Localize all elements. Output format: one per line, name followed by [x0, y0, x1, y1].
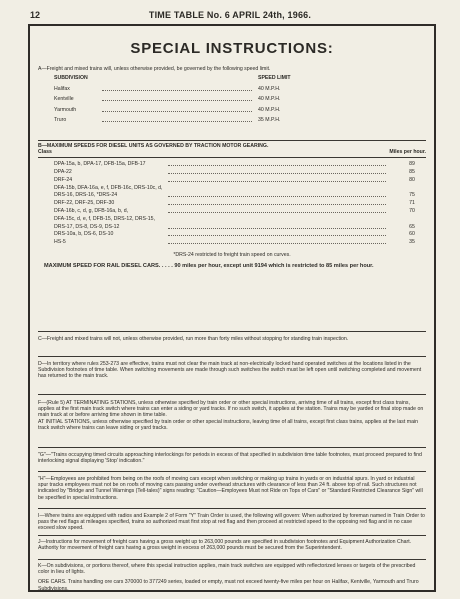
ore-cars-text: ORE CARS. Trains handling ore cars 370000 to 377249 series, loaded or empty, must not exceed twenty-five miles per hour on Halifax, Kentville, Yarmouth and Truro Subdivisions. — [38, 579, 419, 592]
mph-col-header: Miles per hour. — [389, 149, 426, 156]
unit-class: DRS-17, DS-8, DS-9, DS-12 — [54, 223, 120, 230]
divider — [38, 331, 426, 332]
section-d — [38, 361, 426, 380]
leader-dots — [168, 196, 386, 197]
speed-limit-value: 40 M.P.H. — [258, 106, 281, 113]
divider — [38, 394, 426, 395]
gearing-row — [38, 239, 426, 247]
leader-dots — [168, 173, 386, 174]
section-i-text: I—Where trains are equipped with radios and Example 2 of Form "Y" Train Order is used, the following will govern: When authorized by foreman named in Train Order to pass the red flags at mileages specified, trains so authorized must first stop at red flag and then proceed at restricted speed to the opposing red flag and in no case exceed slow speed. — [38, 513, 425, 532]
leader-dots — [168, 204, 386, 205]
section-h-text: "H"—Employees are prohibited from being on the roofs of moving cars except when switching or making up trains in yards or on industrial spurs. In yard or industrial spur tracks employees must not be on roofs of moving cars passing under overhead structures with clearance of less than 24 ft. above top of rail. Such structures not indicated by "Bridge and Tunnel Warnings (Tell-tales)" signs reading: "Caution—Employees Must not Ride on Tops of Cars" or "Standard Restricted Clearance Sign" will be specified in special instructions. — [38, 476, 423, 501]
leader-dots — [168, 212, 386, 213]
subdivision-name: Truro — [54, 117, 67, 124]
drs-24-footnote: *DRS-24 restricted to freight train speed on curves. — [173, 251, 291, 258]
section-k-text: K—On subdivisions, or portions thereof, where this special instruction applies, main track switches are equipped with reflectorized lenses or targets of the prescribed color in lieu of lights. — [38, 563, 416, 576]
section-a — [38, 66, 426, 125]
unit-class: DRS-16, DRS-16, *DRS-24 — [54, 192, 118, 199]
section-h — [38, 476, 426, 501]
unit-class: DRF-24 — [54, 176, 73, 183]
section-i — [38, 513, 426, 532]
gearing-row — [38, 192, 426, 200]
max-speed: 35 — [409, 239, 415, 246]
speed-limit-value: 40 M.P.H. — [258, 96, 281, 103]
section-f-terminating-text: F—(Rule 5) AT TERMINATING STATIONS, unless otherwise specified by train order or other special instructions, arriving time of all trains, except first class trains, applies at the first main track switch where trains can enter a siding or yard tracks. If no such switch, it applies at the station. Trains may be yarded or final stop made on main track at or before arriving time shown in time table. — [38, 400, 424, 419]
subdivision-col-header: SUBDIVISION — [54, 75, 88, 82]
leader-dots — [168, 235, 386, 236]
unit-class: DPA-15a, b, DPA-17, DFB-15a, DFB-17 — [54, 161, 146, 168]
section-j-text: J—Instructions for movement of freight cars having a gross weight up to 263,000 pounds are specified in subdivision footnotes and Equipment Authorization Chart. Authority for movement of freight cars having a gross weight in excess of 263,000 pounds must be secured from the Superintendent. — [38, 539, 412, 552]
max-speed: 60 — [409, 231, 415, 238]
divider — [38, 535, 426, 536]
gearing-row — [38, 161, 426, 169]
max-speed: 85 — [409, 169, 415, 175]
gearing-row — [38, 177, 426, 185]
max-speed: 70 — [409, 207, 415, 214]
section-j — [38, 539, 426, 551]
section-g — [38, 452, 426, 464]
speed-row — [38, 117, 426, 125]
unit-class: DRS-10a, b, DS-6, DS-10 — [54, 231, 114, 238]
max-speed: 75 — [409, 192, 415, 199]
max-speed: 89 — [409, 161, 415, 168]
leader-dots — [168, 243, 386, 244]
section-a-intro: A—Freight and mixed trains will, unless otherwise provided, be governed by the following speed limit. — [38, 66, 271, 72]
max-speed: 65 — [409, 223, 415, 230]
gearing-row — [38, 231, 426, 239]
gearing-row — [38, 169, 426, 177]
gearing-row — [38, 208, 426, 216]
unit-class: DPA-22 — [54, 169, 72, 175]
max-speed: 71 — [409, 200, 415, 207]
section-b-heading: B—MAXIMUM SPEEDS FOR DIESEL UNITS AS GOVERNED BY TRACTION MOTOR GEARING. — [38, 143, 269, 149]
gearing-row — [38, 185, 426, 193]
leader-dots — [102, 100, 252, 101]
subdivision-name: Yarmouth — [54, 106, 77, 113]
unit-class: DFA-15b, DFA-16a, e, f, DFB-16c, DRS-10c, d, — [54, 184, 163, 191]
leader-dots — [168, 181, 386, 182]
leader-dots — [168, 165, 386, 166]
speed-limit-col-header: SPEED LIMIT — [258, 75, 291, 82]
unit-class: DFA-16b, c, d, g, DFB-16a, b, d, — [54, 207, 129, 214]
unit-class: DRF-22, DRF-25, DRF-30 — [54, 200, 115, 207]
header-rule — [38, 157, 426, 158]
leader-dots — [168, 228, 386, 229]
section-b — [38, 143, 426, 270]
gearing-row — [38, 216, 426, 224]
max-speed: 80 — [409, 176, 415, 183]
divider — [38, 447, 426, 448]
timetable-title: TIME TABLE No. 6 APRIL 24th, 1966. — [148, 10, 312, 20]
section-b-header-row — [38, 149, 426, 156]
divider — [38, 140, 426, 141]
divider — [38, 559, 426, 560]
section-f-initial-text: AT INITIAL STATIONS, unless otherwise specified by train order or other special instructions, leaving time of all trains, except first class trains, applies at the last main track switch where trains can leave siding or yard tracks. — [38, 418, 418, 431]
page-header — [8, 8, 452, 22]
divider — [38, 508, 426, 509]
leader-dots — [102, 121, 252, 122]
section-c — [38, 336, 426, 342]
instructions-frame — [28, 24, 436, 592]
section-a-header-row — [38, 75, 426, 83]
speed-row — [38, 96, 426, 104]
unit-class: HS-5 — [54, 239, 66, 246]
subdivision-name: Halifax — [54, 85, 70, 92]
section-c-text: C—Freight and mixed trains will not, unless otherwise provided, run more than forty miles without stopping for standing train inspection. — [38, 336, 349, 342]
page-number: 12 — [30, 10, 41, 20]
leader-dots — [102, 111, 252, 112]
subdivision-name: Kentville — [54, 96, 74, 103]
section-g-text: "G"—"Trains occupying timed circuits approaching interlockings for periods in excess of that specified in subdivision time table footnotes, must proceed prepared to find interlocking signal displaying 'Stop' indication." — [38, 452, 422, 465]
speed-limit-value: 35 M.P.H. — [258, 117, 281, 124]
gearing-row — [38, 200, 426, 208]
rail-diesel-speed: MAXIMUM SPEED FOR RAIL DIESEL CARS. . . . . 90 miles per hour, except unit 9194 which is restricted to 85 miles per hour. — [44, 263, 374, 270]
speed-row — [38, 86, 426, 94]
section-k — [38, 563, 426, 592]
special-instructions-title: SPECIAL INSTRUCTIONS: — [130, 40, 334, 57]
class-col-header: Class — [38, 149, 52, 156]
section-f — [38, 400, 426, 431]
section-d-text: D—In territory where rules 253-273 are effective, trains must not clear the main track at non-electrically locked hand operated switches at the locations listed in the Subdivision footnotes of time table. When switching movements are made through such switches the switch must be left open until switching completed and movement has returned to the main track. — [38, 361, 422, 380]
divider — [38, 471, 426, 472]
speed-limit-value: 40 M.P.H. — [258, 85, 281, 92]
divider — [38, 356, 426, 357]
speed-row — [38, 107, 426, 115]
leader-dots — [102, 90, 252, 91]
gearing-row — [38, 224, 426, 232]
unit-class: DFA-15c, d, e, f, DFB-15, DRS-12, DRS-15, — [54, 215, 155, 222]
